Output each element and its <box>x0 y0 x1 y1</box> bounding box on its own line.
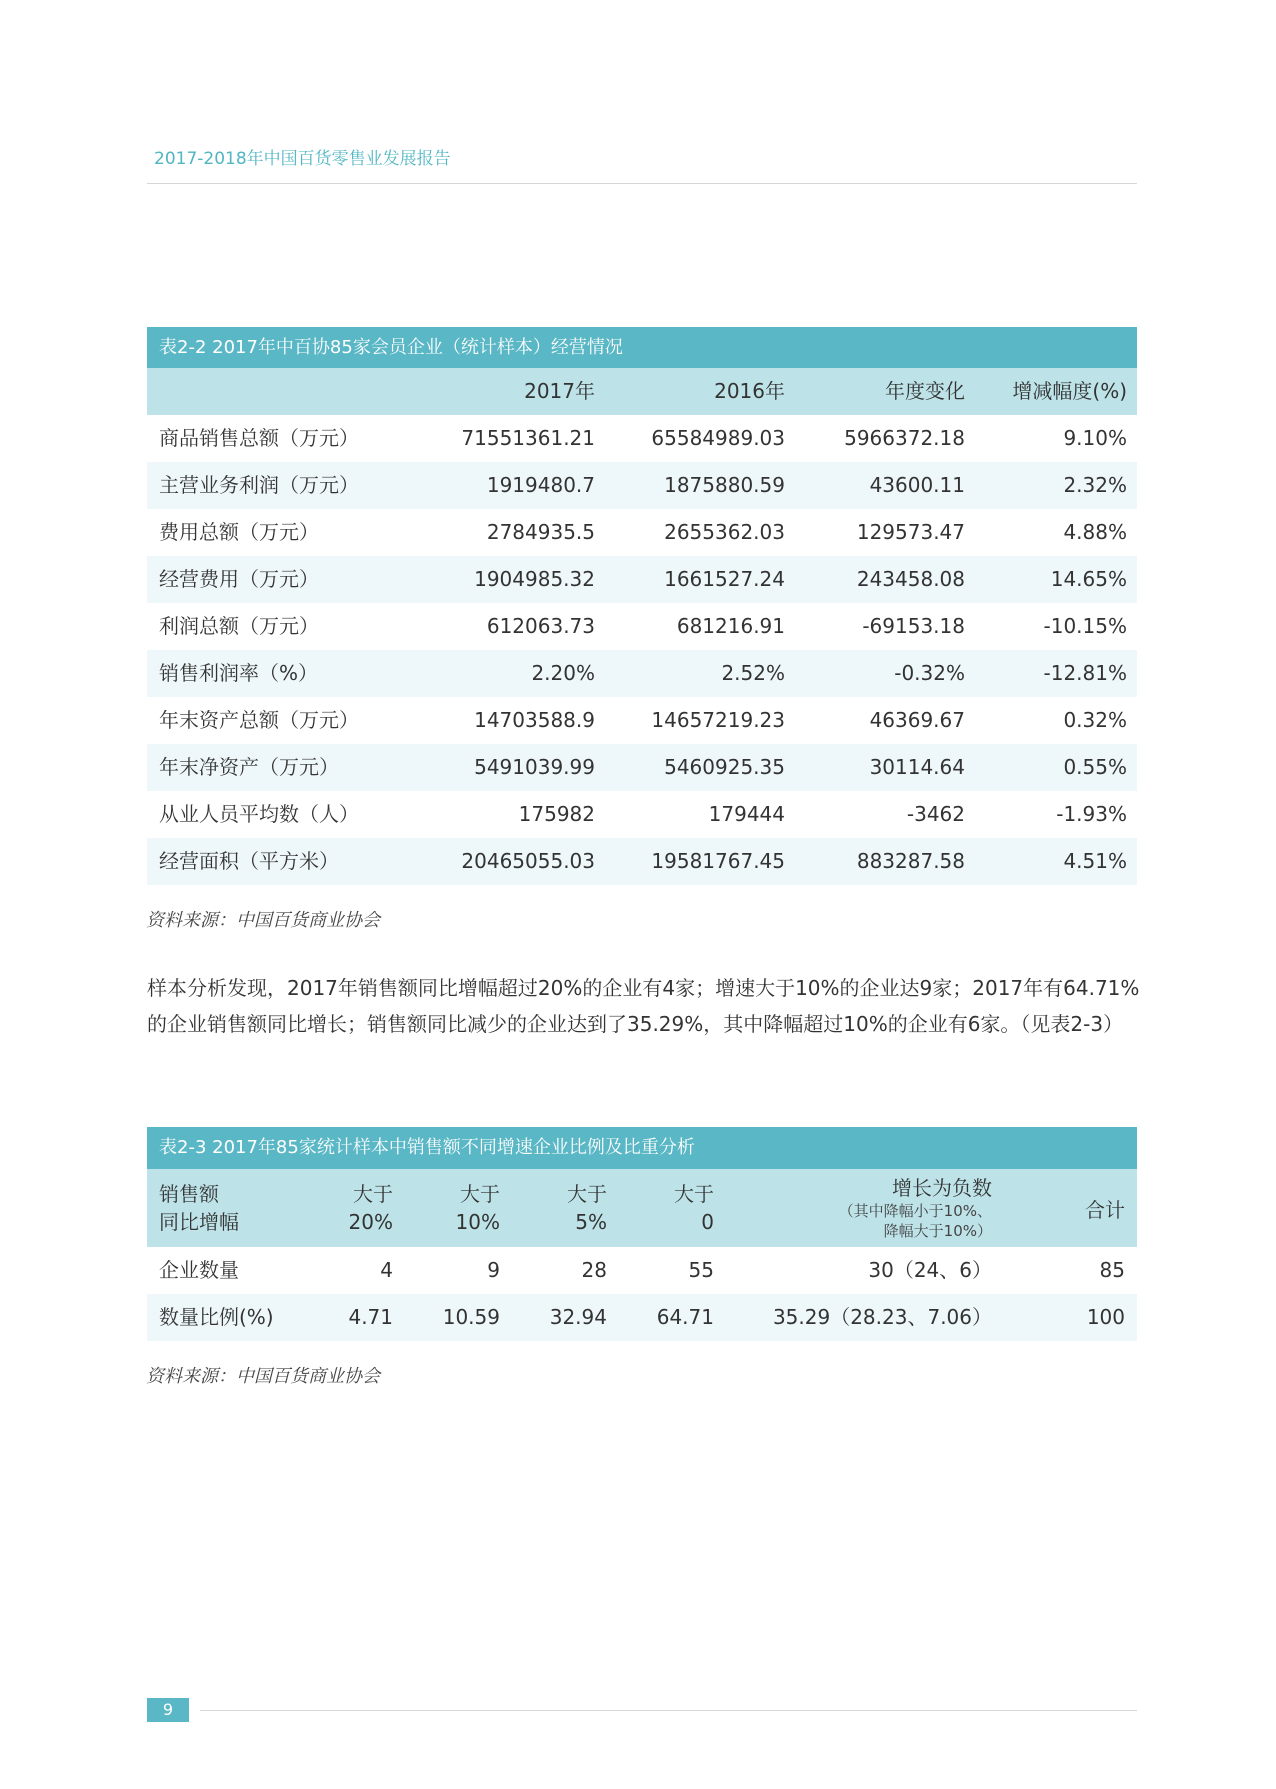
cell-change: 5966372.18 <box>844 426 965 450</box>
row-label: 数量比例(%) <box>159 1305 274 1329</box>
cell-change: 46369.67 <box>869 708 965 732</box>
cell-change: 30114.64 <box>869 755 965 779</box>
cell-2016: 179444 <box>708 802 785 826</box>
col-header-change: 年度变化 <box>885 379 965 403</box>
cell-pct: 14.65% <box>1050 567 1127 591</box>
table-2-2-source: 资料来源：中国百货商业协会 <box>146 910 380 931</box>
col-header-pct: 增减幅度(%) <box>1012 379 1127 403</box>
cell-change: -0.32% <box>894 661 965 685</box>
cell-pct: 0.32% <box>1063 708 1127 732</box>
table-row <box>147 462 1137 509</box>
table-row <box>147 1294 1137 1341</box>
col-header-gt0 <box>607 1180 714 1236</box>
cell-2016: 19581767.45 <box>651 849 785 873</box>
cell-negative: 30（24、6） <box>868 1258 992 1282</box>
cell-2017: 1904985.32 <box>474 567 595 591</box>
row-label: 商品销售总额（万元） <box>159 426 359 450</box>
table-row <box>147 415 1137 462</box>
col-header-gt10 <box>393 1180 500 1236</box>
row-label: 年末净资产（万元） <box>159 755 339 779</box>
page-number: 9 <box>147 1698 189 1722</box>
cell-2017: 2784935.5 <box>486 520 595 544</box>
col-header-total: 合计 <box>1085 1197 1125 1222</box>
cell-pct: -12.81% <box>1043 661 1127 685</box>
col-header-2017: 2017年 <box>524 379 595 403</box>
table-row <box>147 791 1137 838</box>
cell-pct: 0.55% <box>1063 755 1127 779</box>
table-2-3-header-row <box>147 1169 1137 1247</box>
col-header-negative-sub2: 降幅大于10%） <box>883 1222 992 1240</box>
table-row <box>147 556 1137 603</box>
cell-gt5: 28 <box>581 1258 607 1282</box>
cell-pct: 9.10% <box>1063 426 1127 450</box>
cell-change: 243458.08 <box>856 567 965 591</box>
row-label: 企业数量 <box>159 1258 239 1282</box>
cell-change: 129573.47 <box>856 520 965 544</box>
cell-change: -69153.18 <box>862 614 965 638</box>
col-header-gt0-line1: 大于 <box>674 1182 714 1206</box>
analysis-paragraph: 样本分析发现，2017年销售额同比增幅超过20%的企业有4家；增速大于10%的企业达9家；2017年有64.71%的企业销售额同比增长；销售额同比减少的企业达到了35.29%，其中降幅超过10%的企业有6家。（见表2-3） <box>147 976 1140 1036</box>
col-header-gt5-line2: 5% <box>575 1210 607 1234</box>
table-row <box>147 1247 1137 1294</box>
cell-total: 100 <box>1086 1305 1125 1329</box>
cell-gt10: 10.59 <box>442 1305 500 1329</box>
cell-pct: -10.15% <box>1043 614 1127 638</box>
row-label: 主营业务利润（万元） <box>159 473 359 497</box>
cell-gt0: 55 <box>688 1258 714 1282</box>
cell-2016: 2655362.03 <box>664 520 785 544</box>
cell-gt10: 9 <box>487 1258 500 1282</box>
table-row <box>147 838 1137 885</box>
cell-2017: 1919480.7 <box>486 473 595 497</box>
table-row <box>147 650 1137 697</box>
cell-gt20: 4.71 <box>348 1305 393 1329</box>
cell-2017: 14703588.9 <box>474 708 595 732</box>
cell-2016: 681216.91 <box>676 614 785 638</box>
cell-negative: 35.29（28.23、7.06） <box>772 1305 992 1329</box>
col-header-gt20-line1: 大于 <box>353 1182 393 1206</box>
footer-divider <box>200 1710 1137 1711</box>
cell-pct: 2.32% <box>1063 473 1127 497</box>
table-row <box>147 697 1137 744</box>
row-label: 销售利润率（%） <box>159 661 319 685</box>
cell-2017: 20465055.03 <box>461 849 595 873</box>
col-header-negative <box>714 1175 992 1241</box>
cell-total: 85 <box>1099 1258 1125 1282</box>
cell-2017: 5491039.99 <box>474 755 595 779</box>
table-2-3-source: 资料来源：中国百货商业协会 <box>146 1366 380 1387</box>
cell-gt0: 64.71 <box>656 1305 714 1329</box>
cell-2017: 71551361.21 <box>461 426 595 450</box>
col-header-gt20-line2: 20% <box>348 1210 393 1234</box>
col-header-2016: 2016年 <box>714 379 785 403</box>
cell-2016: 2.52% <box>721 661 785 685</box>
row-label: 经营面积（平方米） <box>159 849 339 873</box>
table-2-2 <box>147 327 1137 885</box>
table-row <box>147 509 1137 556</box>
header-divider <box>147 183 1137 184</box>
col-header-item <box>147 368 427 415</box>
table-2-2-title: 表2-2 2017年中百协85家会员企业（统计样本）经营情况 <box>147 327 1137 368</box>
col-header-growth-line1: 销售额 <box>159 1182 219 1206</box>
col-header-gt5-line1: 大于 <box>567 1182 607 1206</box>
table-2-3 <box>147 1127 1137 1341</box>
cell-gt20: 4 <box>380 1258 393 1282</box>
col-header-growth-line2: 同比增幅 <box>159 1210 239 1234</box>
row-label: 费用总额（万元） <box>159 520 319 544</box>
cell-2016: 1875880.59 <box>664 473 785 497</box>
cell-gt5: 32.94 <box>549 1305 607 1329</box>
col-header-gt10-line1: 大于 <box>460 1182 500 1206</box>
table-row <box>147 603 1137 650</box>
col-header-negative-title: 增长为负数 <box>892 1176 992 1200</box>
cell-2016: 5460925.35 <box>664 755 785 779</box>
cell-pct: -1.93% <box>1056 802 1127 826</box>
cell-2017: 2.20% <box>531 661 595 685</box>
cell-change: 883287.58 <box>856 849 965 873</box>
row-label: 年末资产总额（万元） <box>159 708 359 732</box>
table-row <box>147 744 1137 791</box>
cell-2016: 14657219.23 <box>651 708 785 732</box>
col-header-gt5 <box>500 1180 607 1236</box>
row-label: 利润总额（万元） <box>159 614 319 638</box>
col-header-negative-sub1: （其中降幅小于10%、 <box>838 1202 992 1220</box>
cell-2017: 175982 <box>518 802 595 826</box>
col-header-growth <box>147 1180 315 1236</box>
col-header-gt0-line2: 0 <box>701 1210 714 1234</box>
col-header-gt20 <box>315 1180 393 1236</box>
cell-2017: 612063.73 <box>486 614 595 638</box>
row-label: 经营费用（万元） <box>159 567 319 591</box>
row-label: 从业人员平均数（人） <box>159 802 359 826</box>
cell-2016: 1661527.24 <box>664 567 785 591</box>
cell-change: 43600.11 <box>869 473 965 497</box>
table-2-2-header-row <box>147 368 1137 415</box>
table-2-3-title: 表2-3 2017年85家统计样本中销售额不同增速企业比例及比重分析 <box>147 1127 1137 1169</box>
cell-change: -3462 <box>906 802 965 826</box>
cell-pct: 4.51% <box>1063 849 1127 873</box>
cell-2016: 65584989.03 <box>651 426 785 450</box>
col-header-gt10-line2: 10% <box>455 1210 500 1234</box>
report-header-title: 2017-2018年中国百货零售业发展报告 <box>154 149 451 169</box>
cell-pct: 4.88% <box>1063 520 1127 544</box>
